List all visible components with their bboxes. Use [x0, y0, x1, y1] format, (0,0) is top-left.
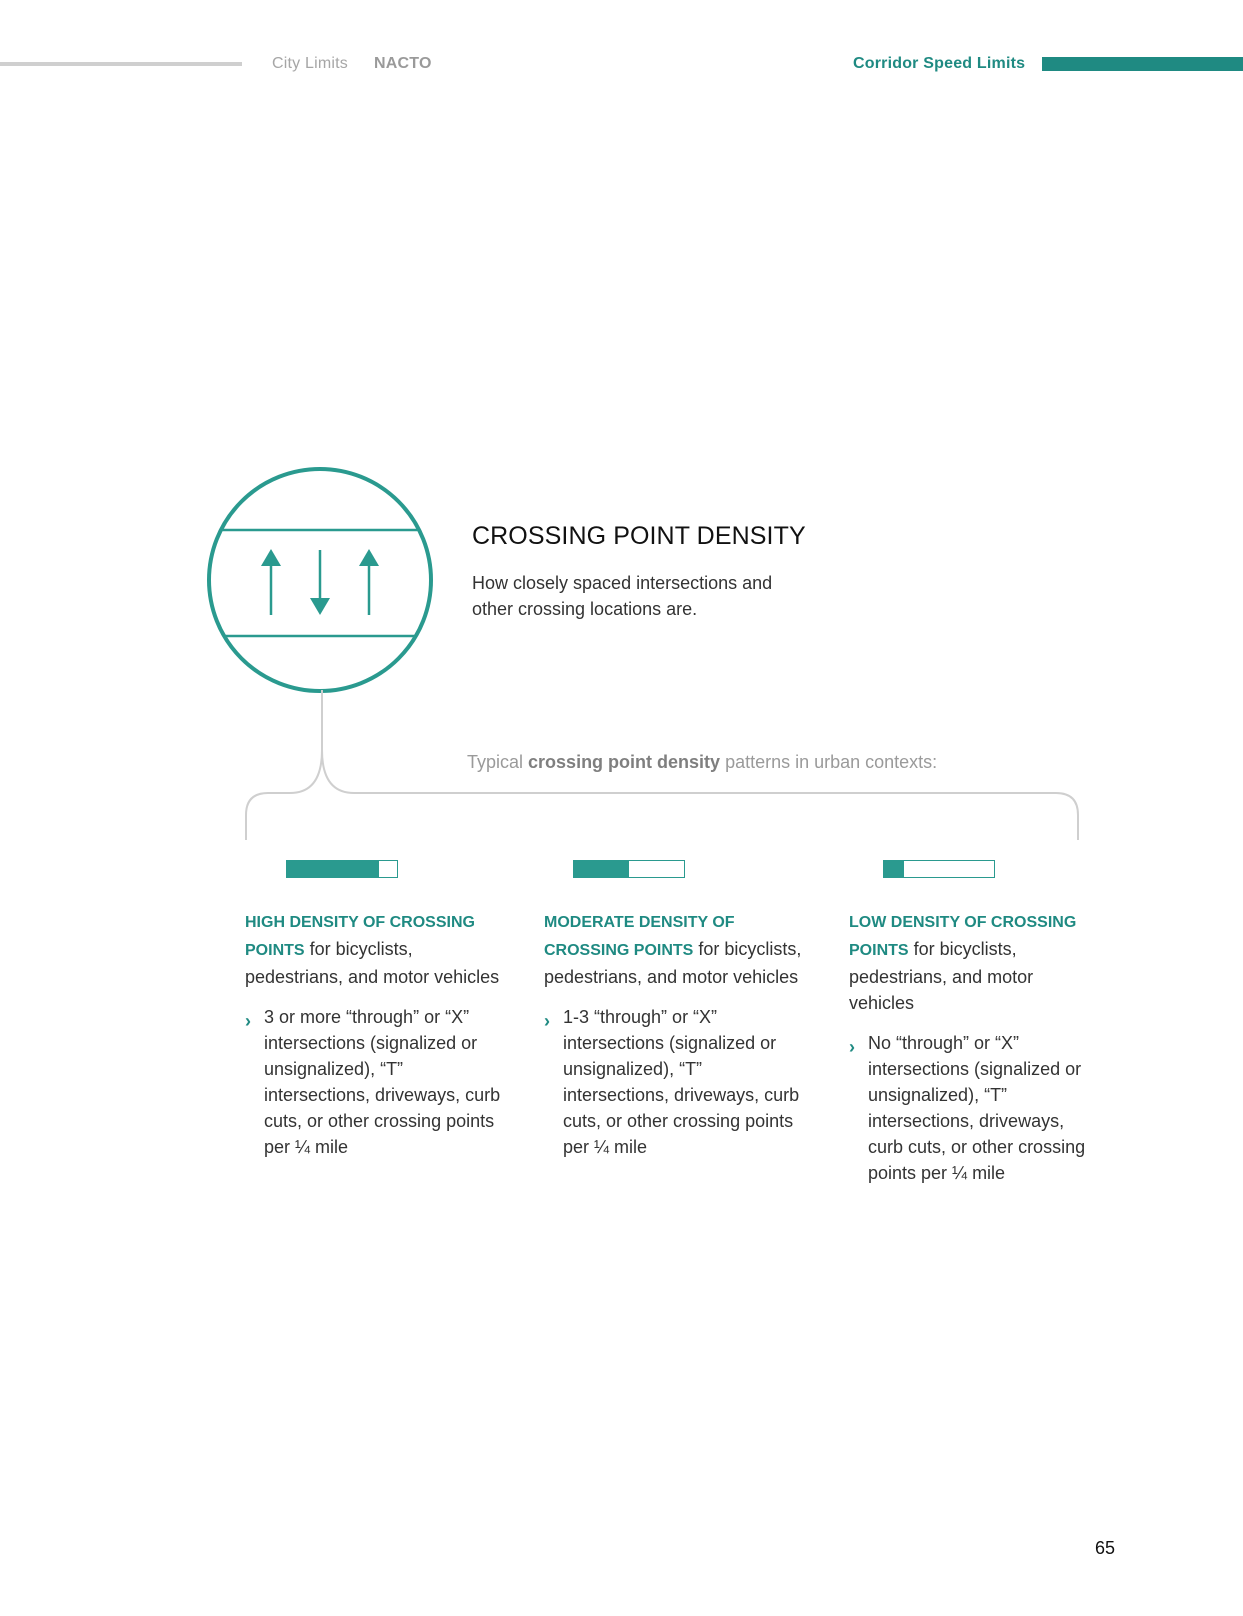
- column-heading-rest: for bicyclists, pedestrians, and motor vehicles: [544, 939, 802, 987]
- column-heading-rest: for bicyclists, pedestrians, and motor vehicles: [849, 939, 1034, 1013]
- section-title: Corridor Speed Limits: [853, 55, 1026, 72]
- section-description: How closely spaced intersections and other crossing locations are.: [472, 573, 773, 619]
- list-item: [245, 1004, 507, 1160]
- column-heading: [849, 908, 1099, 1016]
- section-heading: CROSSING POINT DENSITY: [472, 522, 806, 550]
- column-heading-bold: LOW DENSITY OF CROSSING POINTS: [849, 914, 1077, 959]
- chevron-right-icon: ›: [245, 1011, 251, 1031]
- density-meter-high: [286, 860, 398, 878]
- density-meter-moderate: [573, 860, 685, 878]
- column-heading: [544, 908, 806, 990]
- header-accent-bar: [1042, 57, 1243, 71]
- bullet-text: 1-3 “through” or “X” intersections (signalized or unsignalized), “T” intersections, driveways, curb cuts, or other crossing points per ¼ mile: [563, 1007, 800, 1157]
- column-heading-bold: HIGH DENSITY OF CROSSING POINTS: [245, 914, 475, 959]
- density-meter-fill: [574, 861, 629, 877]
- doc-title: City Limits: [272, 55, 348, 72]
- intro-bold: crossing point density: [528, 752, 721, 772]
- page-number: 65: [1095, 1538, 1116, 1558]
- intro-pre: Typical: [467, 752, 529, 772]
- density-meter-fill: [884, 861, 904, 877]
- density-column-high: [245, 908, 507, 1160]
- publisher-label: NACTO: [374, 55, 432, 72]
- bullet-text: No “through” or “X” intersections (signalized or unsignalized), “T” intersections, driveways, curb cuts, or other crossing points per ¼ mile: [868, 1033, 1086, 1183]
- header-rule-left: [0, 62, 242, 66]
- density-meter-fill: [287, 861, 379, 877]
- crossing-arrows-icon: [205, 465, 435, 695]
- chevron-right-icon: ›: [849, 1037, 855, 1057]
- density-column-low: [849, 908, 1099, 1186]
- patterns-intro: [467, 752, 937, 773]
- density-meter-low: [883, 860, 995, 878]
- chevron-right-icon: ›: [544, 1011, 550, 1031]
- density-column-moderate: [544, 908, 806, 1160]
- bullet-text: 3 or more “through” or “X” intersections (signalized or unsignalized), “T” intersections, driveways, curb cuts, or other crossing points per ¼ mile: [264, 1007, 501, 1157]
- list-item: [849, 1030, 1099, 1186]
- intro-post: patterns in urban contexts:: [720, 752, 938, 772]
- list-item: [544, 1004, 806, 1160]
- column-heading-bold: MODERATE DENSITY OF CROSSING POINTS: [544, 914, 735, 959]
- column-heading: [245, 908, 507, 990]
- column-heading-rest: for bicyclists, pedestrians, and motor vehicles: [245, 939, 500, 987]
